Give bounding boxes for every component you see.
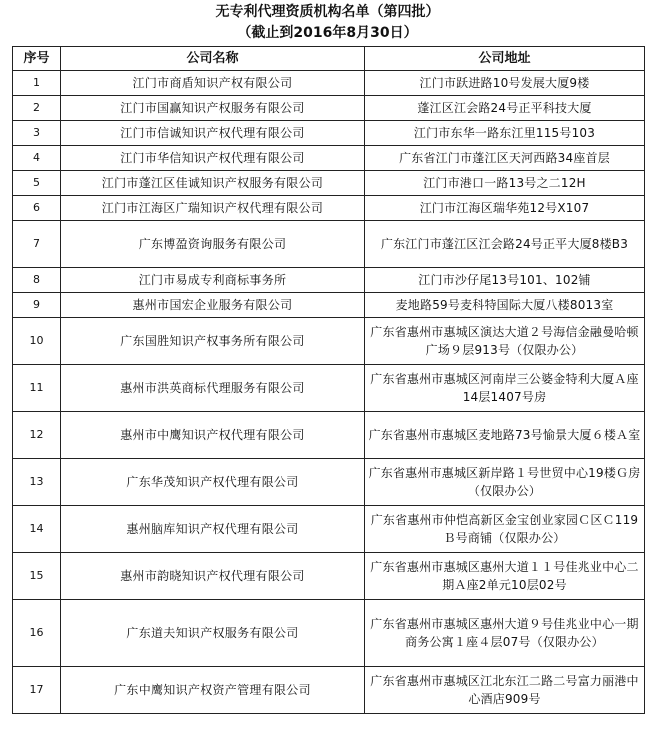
table-row [13, 196, 645, 221]
company-name: 广东华茂知识产权代理有限公司 [61, 459, 365, 506]
row-index: 7 [13, 221, 61, 268]
agency-list-table [12, 46, 645, 714]
table-row [13, 121, 645, 146]
table-row [13, 459, 645, 506]
table-row [13, 600, 645, 667]
company-name: 江门市华信知识产权代理有限公司 [61, 146, 365, 171]
table-row [13, 318, 645, 365]
company-name: 江门市商盾知识产权有限公司 [61, 71, 365, 96]
document-header [0, 2, 655, 44]
page-subtitle: （截止到2016年8月30日） [237, 25, 418, 41]
company-address: 江门市跃进路10号发展大厦9楼 [365, 71, 645, 96]
company-address: 广东江门市蓬江区江会路24号正平大厦8楼B3 [365, 221, 645, 268]
table-row [13, 96, 645, 121]
header-company-address: 公司地址 [365, 47, 645, 71]
page-title: 无专利代理资质机构名单（第四批） [215, 4, 440, 20]
row-index: 17 [13, 667, 61, 714]
company-name: 广东博盈资询服务有限公司 [61, 221, 365, 268]
company-name: 江门市易成专利商标事务所 [61, 268, 365, 293]
row-index: 4 [13, 146, 61, 171]
company-address: 江门市港口一路13号之二12H [365, 171, 645, 196]
table-row [13, 365, 645, 412]
table-row [13, 171, 645, 196]
table-row [13, 667, 645, 714]
company-name: 惠州脑库知识产权代理有限公司 [61, 506, 365, 553]
company-name: 广东中鹰知识产权资产管理有限公司 [61, 667, 365, 714]
company-address: 广东省惠州市惠城区新岸路１号世贸中心19楼Ｇ房（仅限办公） [365, 459, 645, 506]
company-name: 惠州市洪英商标代理服务有限公司 [61, 365, 365, 412]
company-address: 广东省惠州市惠城区惠州大道９号佳兆业中心一期商务公寓１座４层07号（仅限办公） [365, 600, 645, 667]
company-address: 江门市江海区瑞华苑12号X107 [365, 196, 645, 221]
row-index: 8 [13, 268, 61, 293]
company-name: 江门市江海区广瑞知识产权代理有限公司 [61, 196, 365, 221]
row-index: 14 [13, 506, 61, 553]
company-address: 广东省惠州市惠城区惠州大道１１号佳兆业中心二期Ａ座2单元10层02号 [365, 553, 645, 600]
company-name: 惠州市韵晓知识产权代理有限公司 [61, 553, 365, 600]
company-name: 江门市信诚知识产权代理有限公司 [61, 121, 365, 146]
table-row [13, 71, 645, 96]
company-address: 广东省惠州市仲恺高新区金宝创业家园Ｃ区Ｃ119Ｂ号商铺（仅限办公） [365, 506, 645, 553]
company-name: 广东道夫知识产权服务有限公司 [61, 600, 365, 667]
company-name: 广东国胜知识产权事务所有限公司 [61, 318, 365, 365]
company-address: 广东省惠州市惠城区江北东江二路二号富力丽港中心酒店909号 [365, 667, 645, 714]
company-name: 江门市国赢知识产权服务有限公司 [61, 96, 365, 121]
table-header-row [13, 47, 645, 71]
company-address: 麦地路59号麦科特国际大厦八楼8013室 [365, 293, 645, 318]
table-row [13, 221, 645, 268]
row-index: 11 [13, 365, 61, 412]
row-index: 15 [13, 553, 61, 600]
row-index: 16 [13, 600, 61, 667]
table-row [13, 146, 645, 171]
table-row [13, 506, 645, 553]
row-index: 1 [13, 71, 61, 96]
table-row [13, 412, 645, 459]
row-index: 10 [13, 318, 61, 365]
row-index: 5 [13, 171, 61, 196]
company-address: 蓬江区江会路24号正平科技大厦 [365, 96, 645, 121]
row-index: 3 [13, 121, 61, 146]
company-name: 惠州市中鹰知识产权代理有限公司 [61, 412, 365, 459]
company-name: 惠州市国宏企业服务有限公司 [61, 293, 365, 318]
header-index: 序号 [13, 47, 61, 71]
company-address: 广东省惠州市惠城区河南岸三公婆金特利大厦Ａ座14层1407号房 [365, 365, 645, 412]
company-address: 广东省惠州市惠城区麦地路73号愉景大厦６楼Ａ室 [365, 412, 645, 459]
table-row [13, 293, 645, 318]
row-index: 2 [13, 96, 61, 121]
table-row [13, 553, 645, 600]
row-index: 12 [13, 412, 61, 459]
header-company-name: 公司名称 [61, 47, 365, 71]
company-name: 江门市蓬江区佳诚知识产权服务有限公司 [61, 171, 365, 196]
company-address: 广东省江门市蓬江区天河西路34座首层 [365, 146, 645, 171]
table-row [13, 268, 645, 293]
company-address: 江门市沙仔尾13号101、102铺 [365, 268, 645, 293]
company-address: 广东省惠州市惠城区演达大道２号海信金融曼哈顿广场９层913号（仅限办公） [365, 318, 645, 365]
row-index: 13 [13, 459, 61, 506]
row-index: 6 [13, 196, 61, 221]
company-address: 江门市东华一路东江里115号103 [365, 121, 645, 146]
row-index: 9 [13, 293, 61, 318]
